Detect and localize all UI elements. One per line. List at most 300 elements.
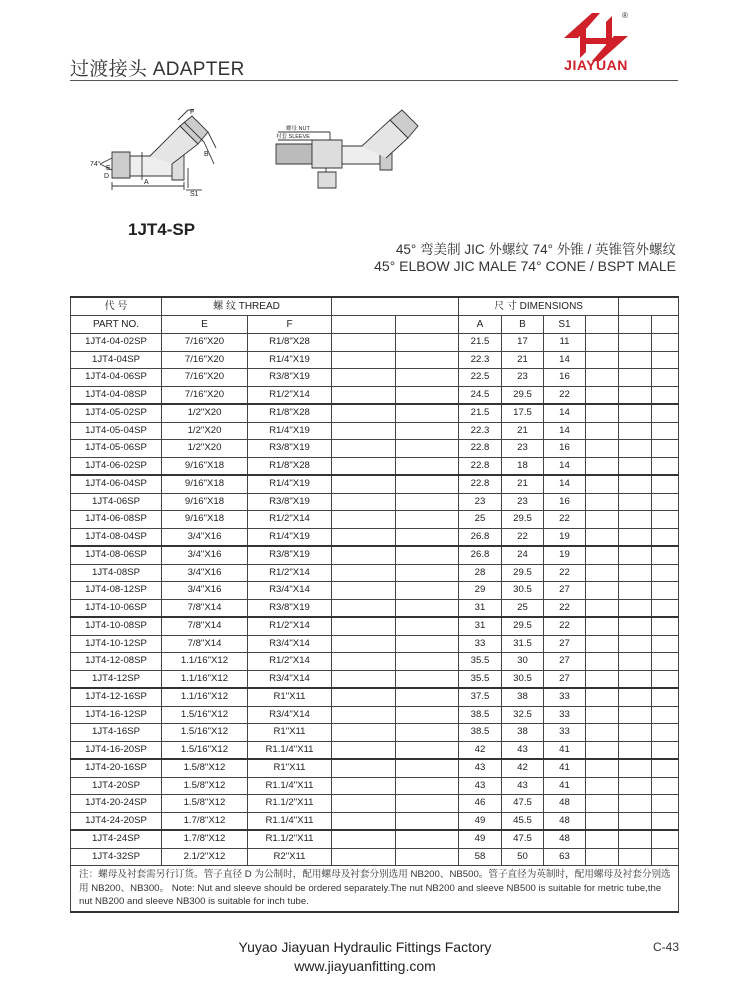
header-divider: [70, 80, 678, 81]
cell-thread-e: 7/8"X14: [162, 635, 248, 653]
cell-part-no: 1JT4-04-02SP: [71, 334, 162, 352]
header-code-cn: 代 号: [71, 297, 162, 316]
empty-cell: [396, 688, 459, 706]
empty-cell: [396, 795, 459, 813]
empty-cell: [586, 422, 619, 440]
cell-thread-f: R3/4"X14: [248, 670, 332, 688]
empty-cell: [332, 706, 396, 724]
empty-cell: [396, 334, 459, 352]
cell-part-no: 1JT4-12-08SP: [71, 653, 162, 671]
cell-dim-a: 26.8: [459, 528, 502, 546]
cell-dim-b: 24: [502, 546, 544, 564]
empty-cell: [586, 564, 619, 582]
cell-thread-f: R2"X11: [248, 848, 332, 866]
product-description-cn: 45° 弯美制 JIC 外螺纹 74° 外锥 / 英锥管外螺纹: [395, 242, 676, 257]
cell-thread-f: R3/8"X19: [248, 440, 332, 458]
cell-thread-e: 7/16"X20: [162, 334, 248, 352]
empty-cell: [652, 653, 679, 671]
cell-dim-a: 33: [459, 635, 502, 653]
table-row: [71, 635, 679, 653]
cell-thread-e: 1.1/16"X12: [162, 688, 248, 706]
empty-cell: [619, 386, 652, 404]
cell-thread-e: 1.7/8"X12: [162, 830, 248, 848]
empty-cell: [396, 670, 459, 688]
footer-website: www.jiayuanfitting.com: [294, 958, 436, 974]
empty-cell: [332, 795, 396, 813]
empty-cell: [396, 386, 459, 404]
header-a: A: [459, 316, 502, 334]
empty-cell: [332, 670, 396, 688]
cell-dim-a: 46: [459, 795, 502, 813]
empty-cell: [586, 635, 619, 653]
empty-cell: [586, 706, 619, 724]
empty-cell: [619, 511, 652, 529]
empty-cell: [619, 457, 652, 475]
table-row: [71, 440, 679, 458]
empty-cell: [332, 759, 396, 777]
empty-cell: [652, 582, 679, 600]
empty-cell: [332, 369, 396, 387]
cell-thread-f: R1/4"X19: [248, 422, 332, 440]
table-row: [71, 706, 679, 724]
cell-dim-b: 25: [502, 599, 544, 617]
empty-cell: [332, 599, 396, 617]
empty-cell: [619, 617, 652, 635]
cell-thread-f: R1/8"X28: [248, 457, 332, 475]
empty-cell: [586, 386, 619, 404]
table-row: [71, 724, 679, 742]
cell-thread-e: 9/16"X18: [162, 457, 248, 475]
cell-part-no: 1JT4-20-24SP: [71, 795, 162, 813]
cell-dim-a: 31: [459, 599, 502, 617]
label-sleeve: 衬套 SLEEVE: [276, 134, 310, 140]
empty-cell: [396, 422, 459, 440]
cell-dim-b: 29.5: [502, 511, 544, 529]
cell-thread-f: R1.1/4"X11: [248, 741, 332, 759]
table-row: [71, 582, 679, 600]
cell-dim-a: 21.5: [459, 404, 502, 422]
cell-dim-b: 47.5: [502, 795, 544, 813]
cell-thread-e: 7/8"X14: [162, 617, 248, 635]
empty-cell: [586, 582, 619, 600]
empty-cell: [586, 351, 619, 369]
cell-thread-f: R1.1/2"X11: [248, 830, 332, 848]
cell-dim-a: 22.8: [459, 475, 502, 493]
cell-thread-f: R1/2"X14: [248, 386, 332, 404]
empty-cell: [652, 440, 679, 458]
brand-name: JIAYUAN: [564, 57, 628, 73]
cell-dim-s1: 22: [544, 564, 586, 582]
label-d: D: [104, 173, 110, 180]
cell-dim-s1: 48: [544, 812, 586, 830]
table-row: [71, 404, 679, 422]
dimension-table: [70, 296, 679, 913]
table-row: [71, 386, 679, 404]
empty-cell: [332, 351, 396, 369]
cell-dim-s1: 22: [544, 511, 586, 529]
cell-dim-s1: 41: [544, 741, 586, 759]
cell-dim-a: 21.5: [459, 334, 502, 352]
empty-cell: [332, 617, 396, 635]
table-row: [71, 334, 679, 352]
empty-cell: [619, 848, 652, 866]
empty-cell: [332, 635, 396, 653]
header-part-no: PART NO.: [71, 316, 162, 334]
empty-cell: [652, 635, 679, 653]
empty-cell: [586, 369, 619, 387]
empty-cell: [619, 635, 652, 653]
cell-dim-b: 45.5: [502, 812, 544, 830]
empty-cell: [332, 493, 396, 511]
page-title: 过渡接头 ADAPTER: [70, 59, 245, 80]
cell-thread-e: 1.5/16"X12: [162, 706, 248, 724]
header-e: E: [162, 316, 248, 334]
cell-thread-f: R1/8"X28: [248, 404, 332, 422]
cell-dim-s1: 27: [544, 653, 586, 671]
cell-part-no: 1JT4-10-06SP: [71, 599, 162, 617]
cell-dim-s1: 33: [544, 724, 586, 742]
table-body: [71, 334, 679, 866]
table-row: [71, 653, 679, 671]
cell-dim-a: 35.5: [459, 670, 502, 688]
label-a: A: [144, 179, 149, 186]
table-row: [71, 848, 679, 866]
empty-cell: [619, 528, 652, 546]
empty-cell: [396, 369, 459, 387]
empty-cell: [396, 724, 459, 742]
label-s1: S1: [190, 191, 199, 198]
empty-cell: [619, 812, 652, 830]
cell-dim-s1: 16: [544, 493, 586, 511]
cell-dim-b: 29.5: [502, 386, 544, 404]
cell-dim-a: 43: [459, 759, 502, 777]
empty-cell: [652, 741, 679, 759]
empty-cell: [619, 334, 652, 352]
cell-dim-a: 42: [459, 741, 502, 759]
empty-cell: [652, 688, 679, 706]
empty-cell: [396, 848, 459, 866]
label-angle: 74°: [90, 161, 101, 168]
cell-dim-a: 25: [459, 511, 502, 529]
cell-dim-b: 29.5: [502, 617, 544, 635]
empty-cell: [332, 653, 396, 671]
cell-dim-s1: 33: [544, 688, 586, 706]
cell-dim-s1: 22: [544, 386, 586, 404]
empty-cell: [332, 564, 396, 582]
cell-dim-b: 23: [502, 493, 544, 511]
empty-cell: [652, 351, 679, 369]
cell-dim-a: 38.5: [459, 724, 502, 742]
fitting-drawing: [80, 108, 460, 200]
cell-part-no: 1JT4-05-06SP: [71, 440, 162, 458]
empty-cell: [619, 582, 652, 600]
cell-part-no: 1JT4-08-06SP: [71, 546, 162, 564]
cell-dim-a: 22.8: [459, 440, 502, 458]
empty-cell: [586, 493, 619, 511]
cell-dim-b: 50: [502, 848, 544, 866]
cell-thread-f: R3/4"X14: [248, 582, 332, 600]
empty-cell: [586, 830, 619, 848]
label-e: E: [106, 165, 111, 172]
cell-dim-s1: 14: [544, 475, 586, 493]
empty-cell: [652, 493, 679, 511]
cell-thread-f: R1.1/4"X11: [248, 812, 332, 830]
empty-cell: [619, 653, 652, 671]
empty-cell: [586, 528, 619, 546]
empty-cell: [586, 457, 619, 475]
cell-part-no: 1JT4-08SP: [71, 564, 162, 582]
cell-part-no: 1JT4-10-08SP: [71, 617, 162, 635]
cell-dim-s1: 22: [544, 599, 586, 617]
empty-cell: [652, 617, 679, 635]
cell-part-no: 1JT4-32SP: [71, 848, 162, 866]
empty-cell: [332, 528, 396, 546]
cell-thread-f: R3/8"X19: [248, 546, 332, 564]
cell-part-no: 1JT4-12SP: [71, 670, 162, 688]
cell-dim-b: 21: [502, 351, 544, 369]
cell-dim-s1: 41: [544, 777, 586, 795]
cell-dim-a: 22.5: [459, 369, 502, 387]
empty-cell: [652, 777, 679, 795]
page-number: C-43: [653, 940, 680, 954]
empty-cell: [332, 830, 396, 848]
cell-thread-e: 1.1/16"X12: [162, 653, 248, 671]
cell-dim-s1: 63: [544, 848, 586, 866]
empty-cell: [652, 511, 679, 529]
empty-cell: [396, 777, 459, 795]
cell-thread-f: R3/8"X19: [248, 599, 332, 617]
cell-thread-e: 1/2"X20: [162, 404, 248, 422]
empty-cell: [332, 511, 396, 529]
empty-cell: [619, 777, 652, 795]
empty-cell: [619, 724, 652, 742]
cell-dim-s1: 11: [544, 334, 586, 352]
table-row: [71, 688, 679, 706]
cell-part-no: 1JT4-12-16SP: [71, 688, 162, 706]
empty-cell: [332, 422, 396, 440]
cell-thread-e: 9/16"X18: [162, 493, 248, 511]
empty-cell: [619, 759, 652, 777]
cell-thread-f: R1/8"X28: [248, 334, 332, 352]
cell-thread-e: 1.5/16"X12: [162, 741, 248, 759]
cell-dim-a: 24.5: [459, 386, 502, 404]
cell-dim-a: 38.5: [459, 706, 502, 724]
header-dimensions: 尺 寸 DIMENSIONS: [459, 297, 619, 316]
table-row: [71, 564, 679, 582]
empty-cell: [586, 475, 619, 493]
cell-dim-a: 35.5: [459, 653, 502, 671]
cell-thread-f: R1"X11: [248, 759, 332, 777]
table-row: [71, 528, 679, 546]
cell-dim-s1: 16: [544, 440, 586, 458]
cell-thread-e: 3/4"X16: [162, 564, 248, 582]
cell-thread-e: 7/16"X20: [162, 369, 248, 387]
cell-dim-a: 28: [459, 564, 502, 582]
cell-dim-a: 26.8: [459, 546, 502, 564]
cell-dim-b: 42: [502, 759, 544, 777]
cell-part-no: 1JT4-16-12SP: [71, 706, 162, 724]
order-note: 注：螺母及衬套需另行订货。管子直径 D 为公制时，配用螺母及衬套分别选用 NB200、NB500。管子直径为英制时，配用螺母及衬套分别选用 NB200、NB300。 Note: Nut and sleeve should be ordered separately.The nut NB200 and sleeve NB500 is suitable for metric tube,the nut NB200 and sleeve NB300 is suitable for inch tube.: [71, 866, 679, 912]
empty-cell: [332, 848, 396, 866]
label-f: F: [190, 109, 195, 116]
cell-thread-e: 1.7/8"X12: [162, 812, 248, 830]
table-row: [71, 812, 679, 830]
cell-thread-e: 7/16"X20: [162, 386, 248, 404]
empty-cell: [652, 386, 679, 404]
cell-part-no: 1JT4-04SP: [71, 351, 162, 369]
label-b: B: [204, 151, 209, 158]
empty-cell: [619, 475, 652, 493]
cell-dim-s1: 19: [544, 546, 586, 564]
cell-part-no: 1JT4-10-12SP: [71, 635, 162, 653]
empty-cell: [586, 795, 619, 813]
empty-cell: [586, 334, 619, 352]
table-row: [71, 795, 679, 813]
empty-cell: [332, 475, 396, 493]
empty-cell: [332, 812, 396, 830]
table-row: [71, 830, 679, 848]
table-row: [71, 759, 679, 777]
cell-thread-e: 3/4"X16: [162, 528, 248, 546]
empty-cell: [332, 440, 396, 458]
cell-part-no: 1JT4-06-08SP: [71, 511, 162, 529]
cell-dim-s1: 48: [544, 830, 586, 848]
empty-cell: [396, 528, 459, 546]
empty-cell: [332, 724, 396, 742]
empty-cell: [652, 528, 679, 546]
table-row: [71, 457, 679, 475]
empty-cell: [586, 599, 619, 617]
empty-cell: [619, 404, 652, 422]
cell-dim-b: 30.5: [502, 582, 544, 600]
cell-thread-e: 9/16"X18: [162, 511, 248, 529]
cell-part-no: 1JT4-24-20SP: [71, 812, 162, 830]
table-row: [71, 475, 679, 493]
cell-dim-b: 38: [502, 688, 544, 706]
cell-dim-b: 23: [502, 369, 544, 387]
table-row: [71, 617, 679, 635]
cell-thread-e: 1.5/8"X12: [162, 795, 248, 813]
cell-dim-s1: 27: [544, 582, 586, 600]
product-code: 1JT4-SP: [128, 220, 196, 239]
cell-dim-s1: 16: [544, 369, 586, 387]
cell-thread-e: 2.1/2"X12: [162, 848, 248, 866]
cell-dim-b: 29.5: [502, 564, 544, 582]
empty-cell: [396, 582, 459, 600]
empty-cell: [332, 404, 396, 422]
empty-cell: [619, 422, 652, 440]
cell-part-no: 1JT4-04-08SP: [71, 386, 162, 404]
empty-cell: [619, 564, 652, 582]
empty-cell: [332, 741, 396, 759]
cell-part-no: 1JT4-16-20SP: [71, 741, 162, 759]
cell-thread-e: 1.1/16"X12: [162, 670, 248, 688]
cell-dim-a: 22.8: [459, 457, 502, 475]
cell-part-no: 1JT4-08-04SP: [71, 528, 162, 546]
cell-thread-e: 1.5/8"X12: [162, 777, 248, 795]
empty-cell: [332, 386, 396, 404]
empty-cell: [586, 653, 619, 671]
cell-thread-e: 3/4"X16: [162, 546, 248, 564]
cell-thread-f: R3/4"X14: [248, 635, 332, 653]
cell-part-no: 1JT4-24SP: [71, 830, 162, 848]
header-thread: 螺 纹 THREAD: [162, 297, 332, 316]
cell-dim-a: 31: [459, 617, 502, 635]
empty-cell: [586, 848, 619, 866]
table-row: [71, 422, 679, 440]
cell-dim-b: 31.5: [502, 635, 544, 653]
empty-cell: [619, 830, 652, 848]
header-b: B: [502, 316, 544, 334]
cell-dim-a: 29: [459, 582, 502, 600]
cell-thread-f: R1.1/4"X11: [248, 777, 332, 795]
cell-dim-b: 21: [502, 422, 544, 440]
cell-thread-f: R1"X11: [248, 724, 332, 742]
empty-cell: [619, 369, 652, 387]
empty-cell: [586, 724, 619, 742]
cell-part-no: 1JT4-20SP: [71, 777, 162, 795]
cell-dim-b: 17.5: [502, 404, 544, 422]
empty-cell: [652, 475, 679, 493]
cell-dim-a: 49: [459, 812, 502, 830]
cell-dim-a: 37.5: [459, 688, 502, 706]
cell-thread-e: 1.5/16"X12: [162, 724, 248, 742]
empty-cell: [586, 812, 619, 830]
cell-dim-b: 21: [502, 475, 544, 493]
cell-dim-b: 30.5: [502, 670, 544, 688]
cell-dim-s1: 41: [544, 759, 586, 777]
empty-cell: [396, 511, 459, 529]
table-row: [71, 493, 679, 511]
cell-thread-f: R1/4"X19: [248, 351, 332, 369]
empty-cell: [586, 617, 619, 635]
table-row: [71, 670, 679, 688]
empty-cell: [332, 546, 396, 564]
table-row: [71, 351, 679, 369]
cell-dim-b: 23: [502, 440, 544, 458]
cell-dim-b: 43: [502, 741, 544, 759]
empty-cell: [652, 457, 679, 475]
footer-company: Yuyao Jiayuan Hydraulic Fittings Factory: [238, 939, 492, 955]
empty-cell: [652, 795, 679, 813]
cell-dim-a: 43: [459, 777, 502, 795]
cell-dim-s1: 33: [544, 706, 586, 724]
empty-cell: [586, 546, 619, 564]
cell-dim-s1: 14: [544, 351, 586, 369]
table-row: [71, 511, 679, 529]
cell-dim-b: 17: [502, 334, 544, 352]
empty-cell: [652, 670, 679, 688]
empty-cell: [652, 706, 679, 724]
cell-thread-f: R1/2"X14: [248, 617, 332, 635]
cell-part-no: 1JT4-04-06SP: [71, 369, 162, 387]
header-f: F: [248, 316, 332, 334]
empty-cell: [652, 599, 679, 617]
empty-cell: [619, 688, 652, 706]
empty-cell: [396, 617, 459, 635]
empty-cell: [652, 759, 679, 777]
empty-cell: [652, 369, 679, 387]
cell-dim-b: 38: [502, 724, 544, 742]
empty-cell: [652, 564, 679, 582]
cell-dim-a: 49: [459, 830, 502, 848]
empty-cell: [619, 741, 652, 759]
empty-cell: [396, 546, 459, 564]
trademark-mark: ®: [622, 11, 628, 20]
empty-cell: [332, 777, 396, 795]
table-row: [71, 741, 679, 759]
cell-part-no: 1JT4-06-02SP: [71, 457, 162, 475]
